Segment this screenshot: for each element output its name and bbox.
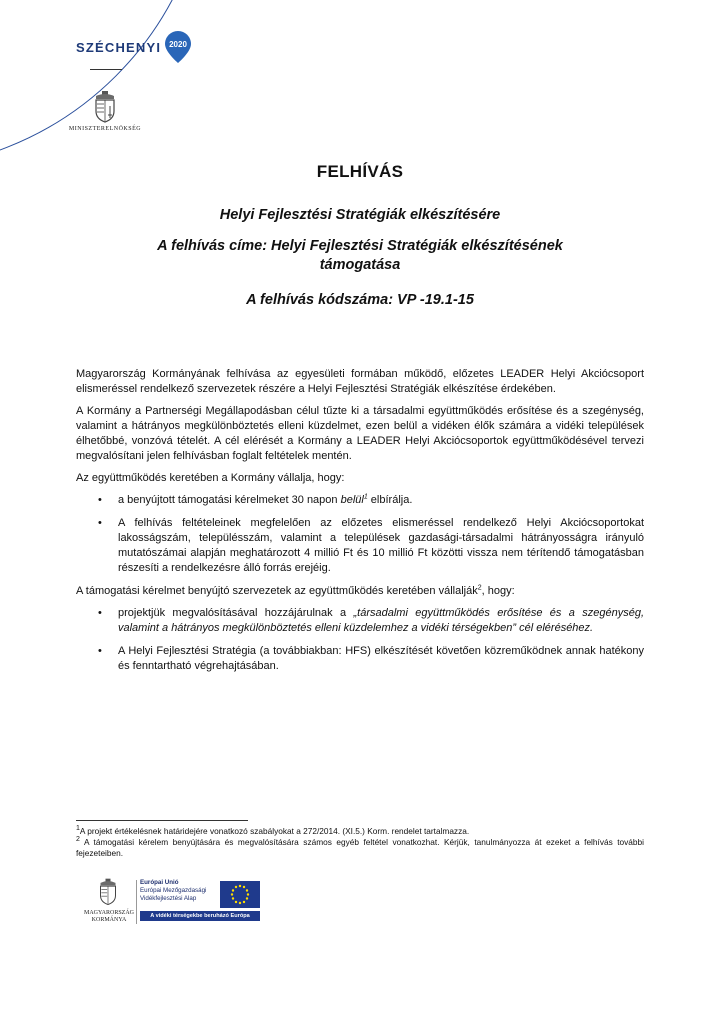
szechenyi-2020-logo	[76, 30, 192, 64]
eu-fund-label: Európai Unió Európai Mezőgazdasági Vidékfejlesztési Alap	[140, 879, 207, 902]
page-title: FELHÍVÁS	[316, 162, 404, 181]
brand-year: 2020	[169, 40, 188, 49]
bullet-icon: •	[98, 607, 102, 619]
list-item: • A felhívás feltételeinek megfelelően az előzetes elismeréssel rendelkező Helyi Akciócsoportokat lakosságszám, településszám, valamint a települések gazdasági-társadalmi hátrányosságra irányuló mutatószámai alapján meghatározott 4 millió Ft és 10 millió Ft közötti vissza nem térítendő támogatásban részesíti a rendelkezésre álló forrás erejéig.	[98, 517, 644, 574]
footer-logos	[76, 875, 376, 935]
eu-flag-icon	[220, 881, 260, 908]
subtitle-call-name-line2: támogatása	[319, 257, 401, 273]
paragraph-applicants-commit: A támogatási kérelmet benyújtó szervezetek az együttműködés keretében vállalják$^2$, hogy:	[76, 584, 515, 597]
title-block	[76, 162, 644, 310]
hungarian-crest-icon	[93, 91, 117, 123]
government-commitments-list	[76, 493, 644, 576]
footnote-1: $^1$A projekt értékelésnek határidejére vonatkozó szabályokat a 272/2014. (XI.5.) Korm. rendelet tartalmazza.	[76, 825, 470, 836]
bullet-icon: •	[98, 494, 102, 506]
paragraph-government-commits: Az együttműködés keretében a Kormány vállalja, hogy:	[76, 472, 345, 484]
bullet-icon: •	[98, 517, 102, 529]
footnote-2: $^2$ A támogatási kérelem benyújtására és megvalósítására számos egyéb feltétel vonatkozhat. Kérjük, tanulmányozza át ezeket a felhívás további fejezeteiben.	[76, 836, 644, 858]
subtitle-call-name-line1: A felhívás címe: Helyi Fejlesztési Stratégiák elkészítésének	[157, 238, 563, 254]
decorative-arc	[0, 0, 210, 170]
logo-divider	[90, 69, 122, 70]
footnote-ref[interactable]: 2	[477, 584, 482, 592]
footnote-divider	[76, 820, 248, 821]
list-item: • a benyújtott támogatási kérelmeket 30 napon belül$^1$ elbírálja.	[98, 493, 413, 506]
logo-separator	[136, 880, 137, 924]
list-item: • projektjük megvalósításával hozzájárulnak a „társadalmi együttműködés erősítése és a szegénység, valamint a hátrányos megkülönböztetés elleni küzdelemhez a vidéki térségekben” cél eléréséhez.	[98, 607, 645, 634]
bullet-icon: •	[98, 645, 102, 657]
list-item: • A Helyi Fejlesztési Stratégia (a továbbiakban: HFS) elkészítését követően közreműködnek annak hatékony és fenntartható végrehajtásában.	[98, 645, 644, 672]
brand-text: SZÉCHENYI	[76, 39, 162, 55]
map-pin-icon	[164, 30, 192, 64]
paragraph-intro: Magyarország Kormányának felhívása az egyesületi formában működő, előzetes LEADER Helyi Akciócsoport elismeréssel rendelkező szervezetek részére a Helyi Fejlesztési Stratégiák elkészítése érdekében.	[76, 368, 644, 395]
body-text	[76, 367, 644, 682]
subtitle-call-name	[76, 237, 644, 275]
subtitle-purpose: Helyi Fejlesztési Stratégiák elkészítésére	[219, 207, 501, 223]
footnote-ref[interactable]: 1	[363, 493, 368, 501]
eu-slogan-band: A vidéki térségekbe beruházó Európa	[140, 911, 260, 921]
hungarian-crest-icon	[98, 877, 118, 907]
footnotes	[76, 826, 644, 859]
government-label: MAGYARORSZÁG KORMÁNYA	[83, 910, 134, 923]
applicant-commitments-list	[76, 606, 644, 674]
subtitle-call-code: A felhívás kódszáma: VP -19.1-15	[246, 292, 474, 308]
paragraph-goal: A Kormány a Partnerségi Megállapodásban célul tűzte ki a társadalmi együttműködés erősítése és a szegénység, valamint a hátrányos megkülönböztetés elleni küzdelmet, ezen belül a vidéken élők számára a vidéki települések élhetőbbé, vonzóvá tételét. A cél elérését a Kormány a LEADER Helyi Akciócsoportok együttműködésével tervezi megvalósítani jelen felhívásban foglalt feltételek mentén.	[76, 405, 644, 462]
ministry-label: MINISZTERELNÖKSÉG	[68, 126, 142, 132]
